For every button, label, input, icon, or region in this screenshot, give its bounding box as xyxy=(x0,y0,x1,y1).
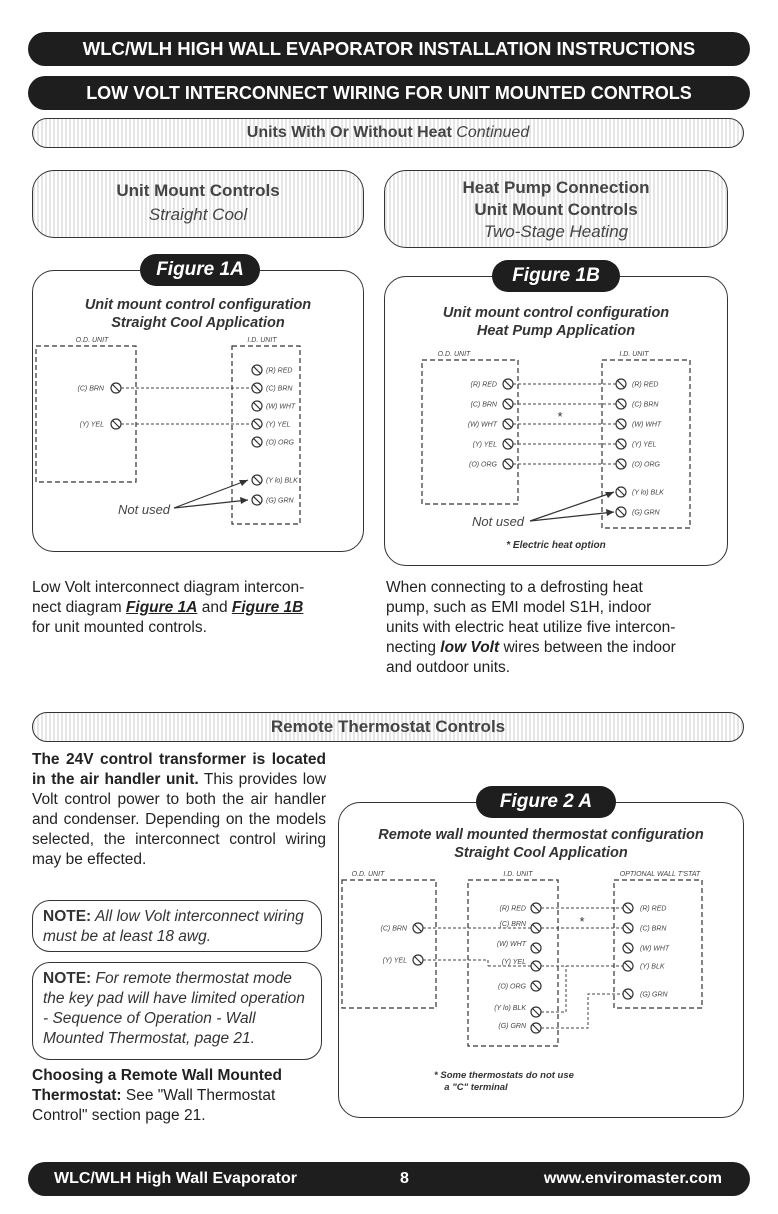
heat-pump-description-line4-pre: necting xyxy=(386,639,441,656)
footer-website[interactable]: www.enviromaster.com xyxy=(543,1170,722,1187)
figure-1-description-line3: for unit mounted controls. xyxy=(32,619,207,636)
fig1a-od-label: O.D. UNIT xyxy=(75,337,109,344)
fig1a-od-terminal-y xyxy=(80,419,121,429)
fig1b-id-label-y: (Y) YEL xyxy=(632,441,657,449)
choosing-thermostat-paragraph xyxy=(32,1066,328,1126)
heat-pump-description-line4-post: wires between the indoor xyxy=(499,639,676,656)
unit-mount-controls-subtitle: Unit Mount Controls xyxy=(474,200,638,219)
fig2a-ts-label-c: (C) BRN xyxy=(640,925,667,933)
fig2a-footnote-line2: a "C" terminal xyxy=(444,1082,508,1093)
fig2a-ts-terminal-w xyxy=(623,943,670,953)
unit-mount-controls-title: Unit Mount Controls xyxy=(116,181,280,200)
fig1a-id-terminal-o xyxy=(252,437,295,447)
fig1a-id-label-y: (Y) YEL xyxy=(266,421,291,429)
page-footer xyxy=(28,1162,750,1196)
fig2a-id-label-y: (Y) YEL xyxy=(501,959,526,966)
figure-1-description-line2-text: nect diagram xyxy=(32,599,126,616)
figure-2a-label: Figure 2 A xyxy=(476,786,616,818)
fig2a-id-label-ylo: (Y lo) BLK xyxy=(494,1005,526,1012)
fig1a-od-label-c: (C) BRN xyxy=(77,385,104,393)
figure-1-description-line2 xyxy=(32,598,372,618)
fig1b-id-terminal-w xyxy=(616,419,662,429)
heat-pump-description-line1: When connecting to a defrosting heat xyxy=(386,579,643,596)
figure-1-description xyxy=(32,578,372,638)
note-wire-gauge xyxy=(32,900,322,952)
choosing-thermostat-rest: See "Wall Thermostat Control" section page 21. xyxy=(32,1087,276,1124)
footer-page-number: 8 xyxy=(400,1170,409,1187)
fig2a-ts-label-r: (R) RED xyxy=(640,905,667,913)
figure-1a-caption-line2: Straight Cool Application xyxy=(111,315,285,331)
fig2a-id-label-c: (C) BRN xyxy=(499,921,526,928)
fig1a-id-label-g: (G) GRN xyxy=(266,497,294,505)
note-wire-gauge-label: NOTE: xyxy=(43,908,92,925)
fig1b-od-terminal-c xyxy=(471,399,513,409)
fig1b-electric-heat-star: * xyxy=(557,409,563,424)
figure-2a-caption-line2: Straight Cool Application xyxy=(454,845,628,861)
fig2a-ts-terminal-g xyxy=(623,989,669,999)
unit-mount-controls-heading xyxy=(32,170,364,238)
figure-2a-caption-line1: Remote wall mounted thermostat configuration xyxy=(378,827,704,843)
fig2a-id-label: I.D. UNIT xyxy=(503,871,533,878)
subsection-heading-continued: Continued xyxy=(456,124,530,141)
fig2a-ts-label-y: (Y) BLK xyxy=(640,963,665,971)
fig1a-id-terminal-r xyxy=(252,365,292,375)
fig1b-od-terminal-r xyxy=(471,379,513,389)
fig2a-ts-terminal-c xyxy=(623,923,667,933)
fig1b-id-label: I.D. UNIT xyxy=(619,351,649,358)
transformer-paragraph-bold: The 24V control transformer is located in the air handler unit. xyxy=(32,751,326,788)
fig2a-id-terminal-y xyxy=(502,959,541,971)
fig1b-id-terminal-o xyxy=(616,459,661,469)
fig1b-od-terminal-w xyxy=(468,419,513,429)
figure-1b-label: Figure 1B xyxy=(492,260,620,292)
fig2a-od-label-c: (C) BRN xyxy=(380,925,407,933)
two-stage-heating-subtitle: Two-Stage Heating xyxy=(483,222,629,241)
note-remote-thermostat-text: For remote thermostat mode the key pad will have limited operation - Sequence of Operation - Wall Mounted Thermostat, page 21. xyxy=(43,970,305,1047)
fig2a-id-terminal-w xyxy=(497,941,541,953)
figure-1a-label: Figure 1A xyxy=(140,254,260,286)
subsection-heading xyxy=(32,118,744,148)
remote-thermostat-heading-title: Remote Thermostat Controls xyxy=(270,717,506,736)
figure-1a-link[interactable]: Figure 1A xyxy=(125,599,198,616)
fig2a-od-terminal-y xyxy=(383,955,423,965)
heat-pump-description-line4 xyxy=(386,638,726,658)
fig1a-id-terminal-ylo xyxy=(252,475,298,485)
fig1a-od-label-y: (Y) YEL xyxy=(79,421,104,429)
fig2a-od-unit-box xyxy=(342,880,436,1008)
subsection-heading-title: Units With Or Without Heat xyxy=(246,124,452,141)
figure-1b-caption-line2: Heat Pump Application xyxy=(476,323,636,339)
fig1b-od-label-c: (C) BRN xyxy=(470,401,497,409)
heat-pump-description-line3: units with electric heat utilize five intercon- xyxy=(386,619,676,636)
fig2a-id-label-g: (G) GRN xyxy=(498,1023,526,1030)
fig1a-id-terminal-g xyxy=(252,495,295,505)
heat-pump-connection-heading xyxy=(384,170,728,248)
fig1a-id-label-o: (O) ORG xyxy=(266,439,294,447)
fig2a-ts-terminal-r xyxy=(623,903,666,913)
fig1a-od-terminal-c xyxy=(78,383,121,393)
fig1b-od-label-r: (R) RED xyxy=(470,381,497,389)
document-title: WLC/WLH HIGH WALL EVAPORATOR INSTALLATION INSTRUCTIONS xyxy=(28,32,750,66)
figure-1-description-and: and xyxy=(197,599,232,616)
fig1b-id-label-g: (G) GRN xyxy=(632,509,660,517)
heat-pump-description-line2: pump, such as EMI model S1H, indoor xyxy=(386,599,652,616)
section-heading: LOW VOLT INTERCONNECT WIRING FOR UNIT MOUNTED CONTROLS xyxy=(28,76,750,110)
fig1b-id-label-ylo: (Y lo) BLK xyxy=(632,489,664,497)
fig2a-id-terminal-r xyxy=(500,903,541,913)
heat-pump-description-line5: and outdoor units. xyxy=(386,659,511,676)
fig1a-id-label-ylo: (Y lo) BLK xyxy=(266,477,298,485)
fig1b-od-label: O.D. UNIT xyxy=(437,351,471,358)
low-volt-emphasis: low Volt xyxy=(440,639,500,656)
fig2a-thermostat-label: OPTIONAL WALL T'STAT xyxy=(619,871,701,878)
fig2a-od-label: O.D. UNIT xyxy=(351,871,385,878)
footer-product-name: WLC/WLH High Wall Evaporator xyxy=(54,1170,297,1187)
fig1a-id-terminal-w xyxy=(252,401,296,411)
fig2a-id-label-o: (O) ORG xyxy=(498,983,526,991)
fig2a-wire-g-to-ts-g xyxy=(541,994,623,1028)
fig2a-id-terminal-c xyxy=(500,921,541,933)
note-remote-thermostat-label: NOTE: xyxy=(43,970,92,987)
fig2a-wire-ylo-to-ts-y xyxy=(541,966,566,1012)
fig1b-id-terminal-g xyxy=(616,507,661,517)
figure-1b-diagram xyxy=(384,276,728,566)
heat-pump-connection-title: Heat Pump Connection xyxy=(462,178,650,197)
fig1b-id-label-w: (W) WHT xyxy=(632,421,662,429)
fig1b-od-label-o: (O) ORG xyxy=(469,461,497,469)
fig1b-od-terminal-o xyxy=(469,459,513,469)
heat-pump-description xyxy=(386,578,726,678)
note-wire-gauge-text: All low Volt interconnect wiring must be at least 18 awg. xyxy=(43,908,304,945)
figure-1-description-line1: Low Volt interconnect diagram intercon- xyxy=(32,579,305,596)
fig1b-id-label-c: (C) BRN xyxy=(632,401,659,409)
fig1a-id-label-w: (W) WHT xyxy=(266,403,296,411)
fig1b-id-terminal-y xyxy=(616,439,656,449)
fig1a-not-used-label: Not used xyxy=(118,502,171,517)
fig2a-od-label-y: (Y) YEL xyxy=(382,957,407,965)
figure-1a-diagram xyxy=(32,270,364,552)
figure-1b-caption-line1: Unit mount control configuration xyxy=(442,305,670,321)
fig1b-not-used-label: Not used xyxy=(472,514,525,529)
fig1b-id-terminal-ylo xyxy=(616,487,664,497)
fig2a-id-label-r: (R) RED xyxy=(499,905,526,913)
fig1a-id-terminal-c xyxy=(252,383,293,393)
fig2a-footnote-line1: * Some thermostats do not use xyxy=(434,1070,574,1081)
fig2a-id-terminal-o xyxy=(498,981,541,991)
fig1b-id-label-o: (O) ORG xyxy=(632,461,660,469)
fig2a-id-label-w: (W) WHT xyxy=(496,941,526,948)
straight-cool-subtitle: Straight Cool xyxy=(148,205,248,224)
fig1b-id-terminal-c xyxy=(616,399,659,409)
fig2a-ts-label-w: (W) WHT xyxy=(640,945,670,953)
fig1b-od-label-w: (W) WHT xyxy=(467,421,497,429)
fig2a-id-terminal-ylo xyxy=(494,1005,541,1017)
fig1a-id-terminal-y xyxy=(252,419,290,429)
figure-1b-link[interactable]: Figure 1B xyxy=(231,599,304,616)
fig2a-od-terminal-c xyxy=(381,923,423,933)
fig1a-id-label-r: (R) RED xyxy=(266,367,293,375)
fig1a-od-unit-box xyxy=(36,346,136,482)
fig1a-id-label-c: (C) BRN xyxy=(266,385,293,393)
choosing-thermostat-bold: Choosing a Remote Wall Mounted Thermostat: xyxy=(32,1067,283,1104)
fig2a-id-terminal-g xyxy=(498,1023,541,1033)
remote-thermostat-heading xyxy=(32,712,744,742)
fig1b-id-label-r: (R) RED xyxy=(632,381,659,389)
fig1b-id-terminal-r xyxy=(616,379,658,389)
fig1a-id-label: I.D. UNIT xyxy=(247,337,277,344)
transformer-paragraph-rest: This provides low Volt control power to both the air handler and condenser. Depending on the models selected, the interconnect control wiring may be effected. xyxy=(32,771,327,868)
fig1b-od-label-y: (Y) YEL xyxy=(472,441,497,449)
fig2a-ts-terminal-y xyxy=(623,961,665,971)
transformer-paragraph xyxy=(32,750,326,870)
fig1b-od-terminal-y xyxy=(473,439,513,449)
note-remote-thermostat xyxy=(32,962,322,1060)
figure-1a-caption-line1: Unit mount control configuration xyxy=(84,297,312,313)
figure-2a-diagram xyxy=(338,802,744,1118)
fig1b-footnote: * Electric heat option xyxy=(506,540,606,551)
fig2a-ts-label-g: (G) GRN xyxy=(640,991,668,999)
fig2a-c-terminal-star: * xyxy=(579,914,585,929)
